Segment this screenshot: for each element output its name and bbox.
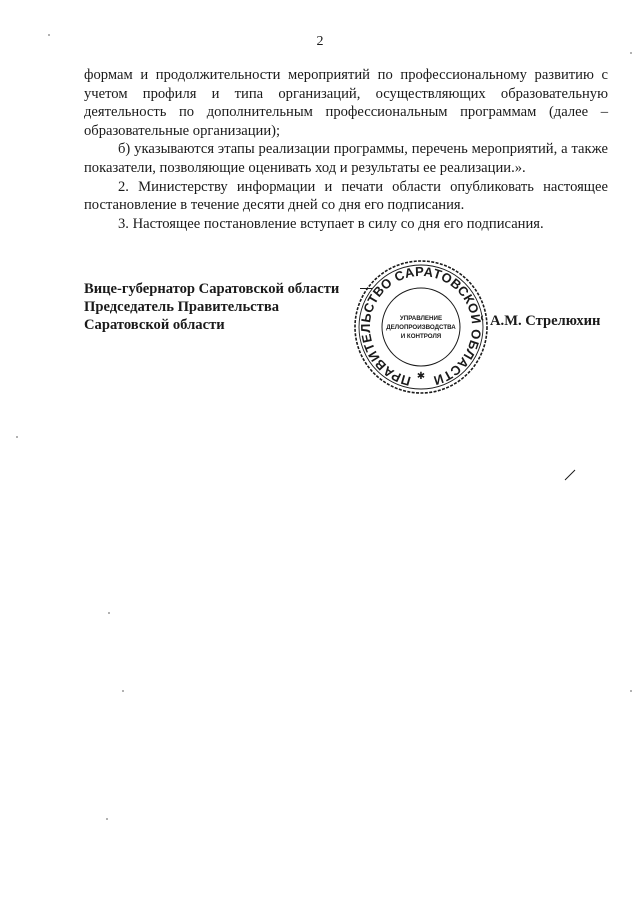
scan-speck (630, 52, 632, 54)
seal-inner-line-1: УПРАВЛЕНИЕ (399, 315, 443, 322)
scan-speck (106, 818, 108, 820)
scan-speck (48, 34, 50, 36)
page-number: 2 (316, 34, 324, 49)
signatory-title-line-3: Саратовской области (84, 317, 225, 333)
paragraph-1: формам и продолжительности мероприятий по профессиональному развитию с учетом профиля и типа организаций, осуществляющих образовательную деятельность по дополнительным профессиональным программам (далее – образовательные организации); (84, 67, 608, 139)
signatory-title-line-1: Вице-губернатор Саратовской области (84, 281, 340, 297)
paragraph-2: б) указываются этапы реализации программы, перечень мероприятий, а также показатели, позволяющие оценивать ход и результаты ее реализации.». (84, 141, 608, 176)
scan-speck (108, 612, 110, 614)
scan-speck (630, 690, 632, 692)
paragraph-3: 2. Министерству информации и печати области опубликовать настоящее постановление в течение десяти дней со дня его подписания. (84, 178, 608, 214)
signatory-name: А.М. Стрелюхин (490, 313, 601, 329)
official-seal-stamp (352, 258, 490, 396)
signatory-title-line-2: Председатель Правительства (84, 299, 280, 315)
pen-tick-mark (563, 468, 577, 482)
seal-star-icon: ✱ (416, 371, 426, 382)
seal-outer-text: ПРАВИТЕЛЬСТВО САРАТОВСКОЙ ОБЛАСТИ (357, 263, 485, 389)
seal-inner-line-2: ДЕЛОПРОИЗВОДСТВА (386, 324, 456, 331)
scan-speck (122, 690, 124, 692)
document-body (84, 66, 608, 233)
paragraph-4: 3. Настоящее постановление вступает в силу со дня его подписания. (118, 215, 544, 232)
signature-block (84, 280, 339, 334)
scan-speck (16, 436, 18, 438)
seal-inner-line-3: И КОНТРОЛЯ (400, 333, 442, 340)
